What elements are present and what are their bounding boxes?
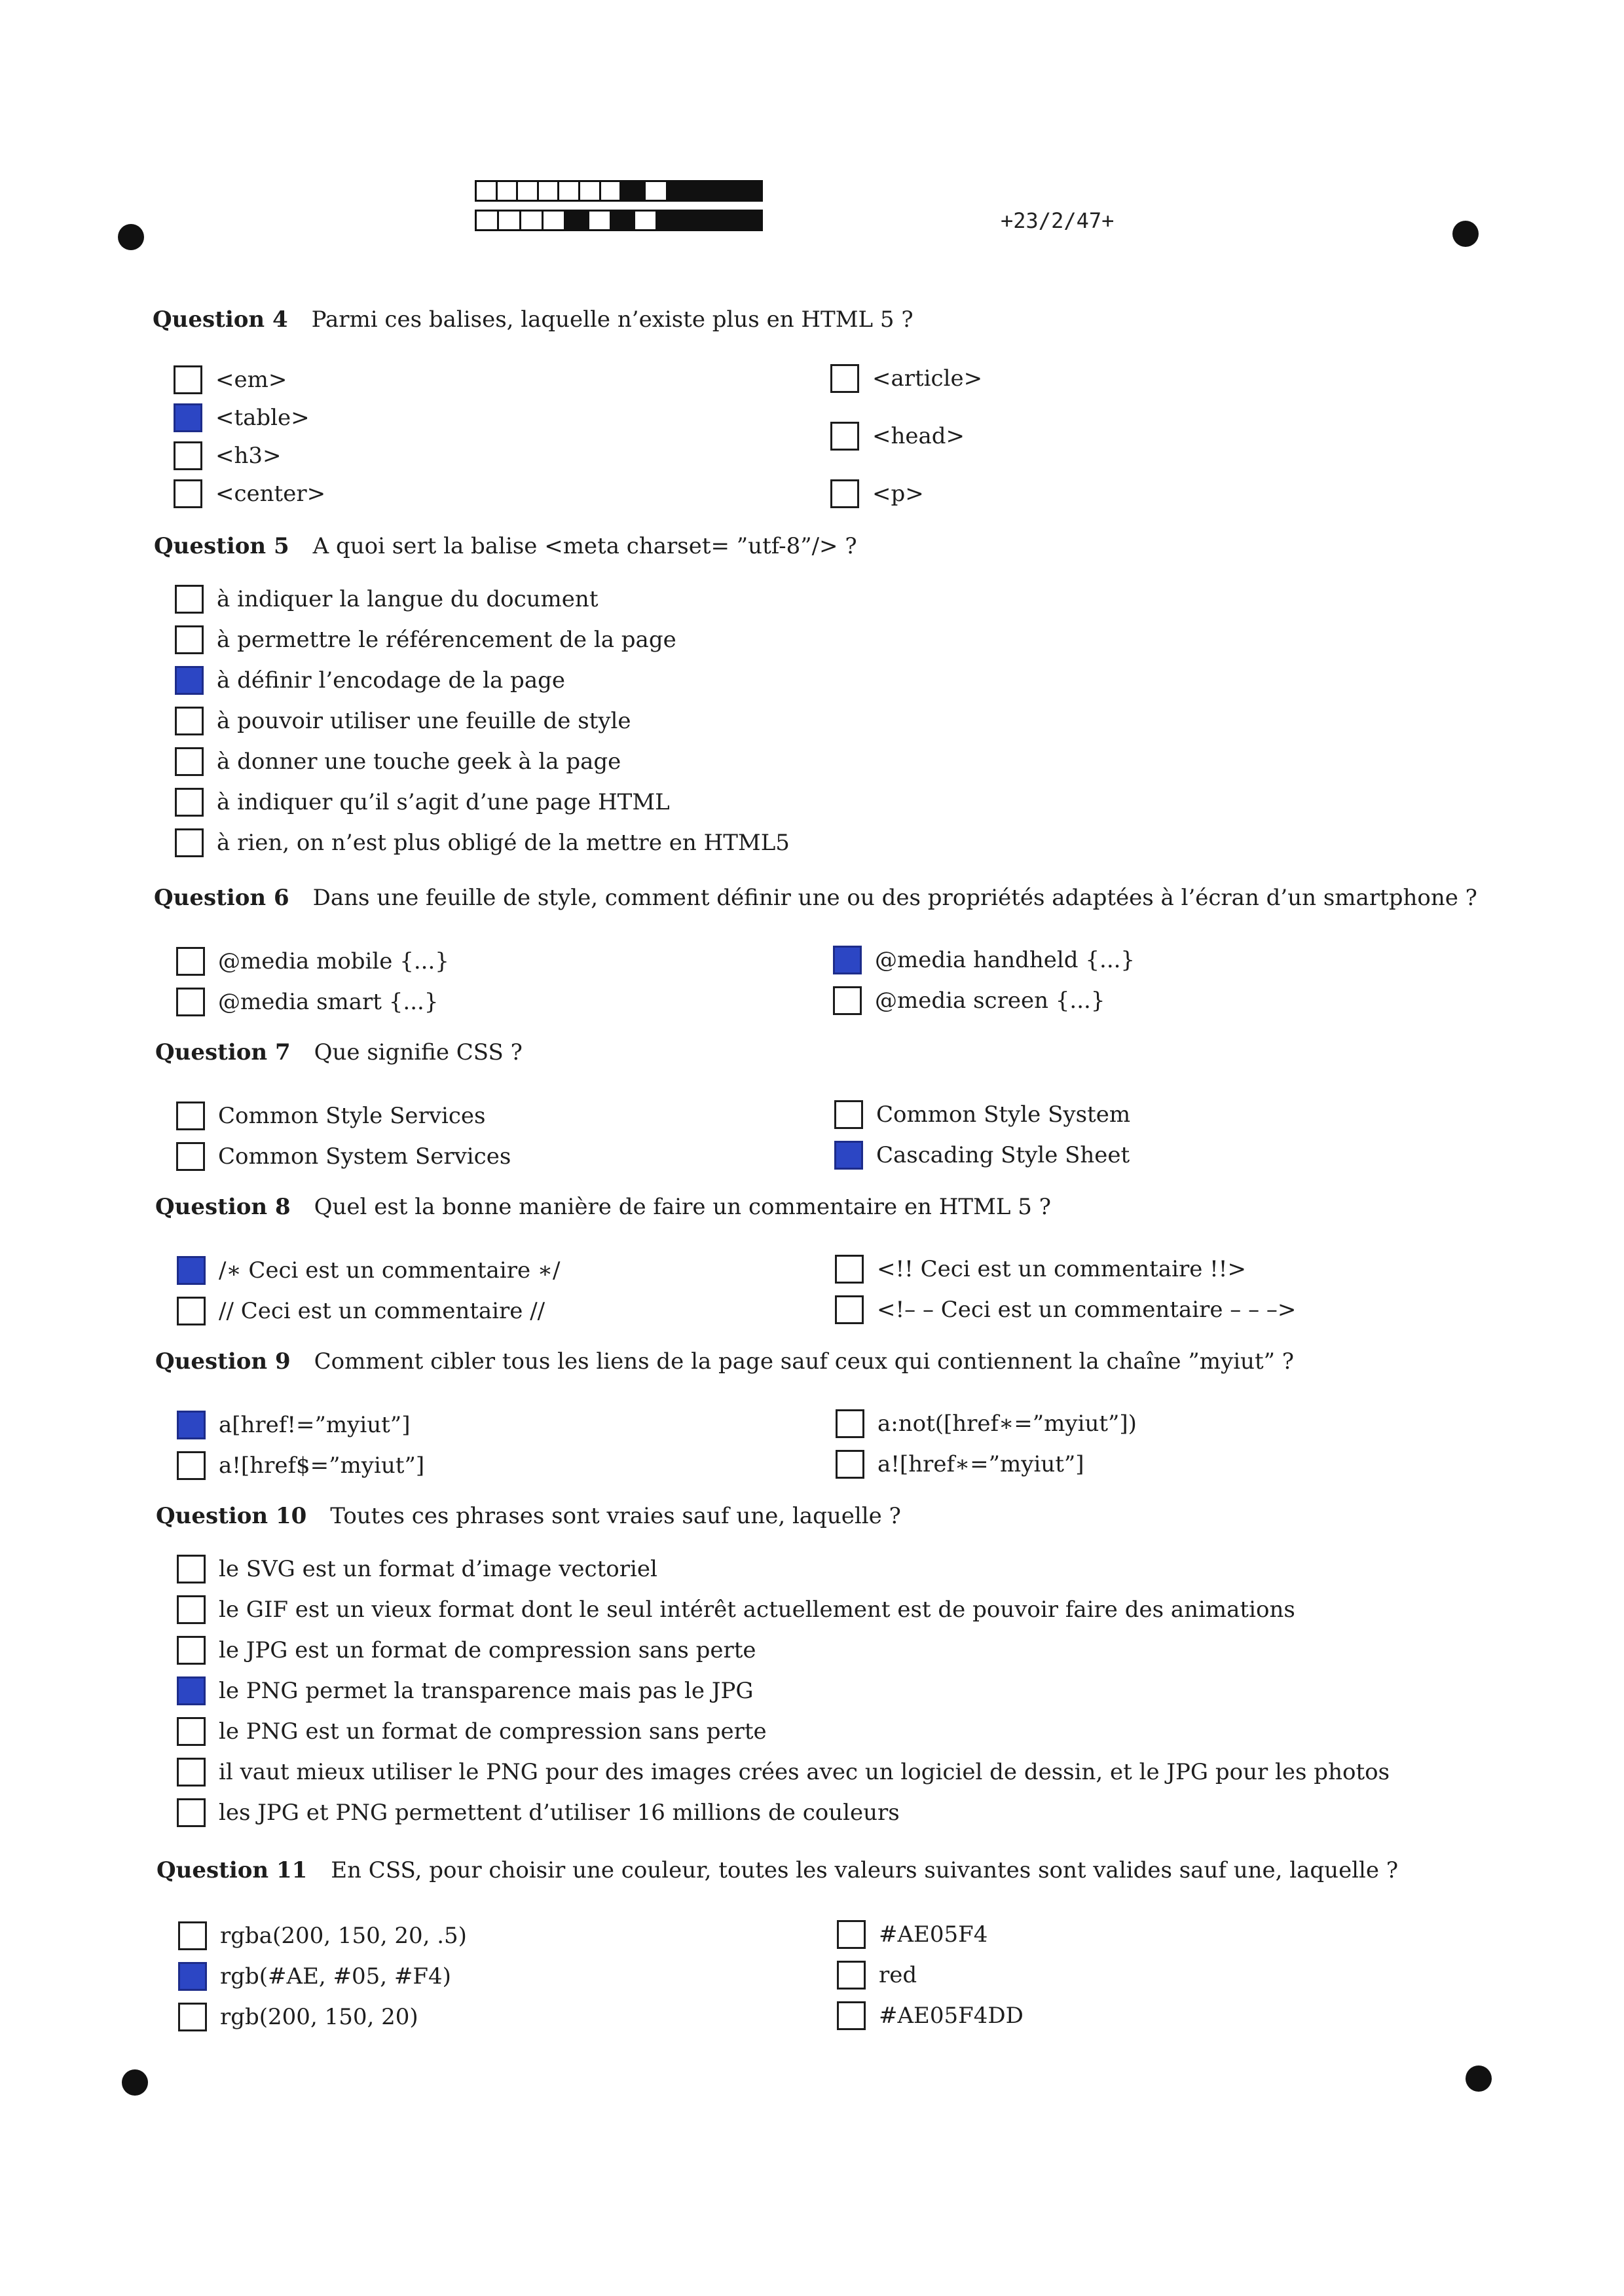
answer-checkbox[interactable] xyxy=(837,1961,866,1990)
answer-checkbox[interactable] xyxy=(837,1920,866,1949)
answer-checkbox[interactable] xyxy=(177,1297,206,1325)
question-6-heading xyxy=(154,885,1477,911)
answer-label: Common Style Services xyxy=(218,1103,486,1129)
answer-label: <table> xyxy=(215,405,310,431)
answer-label: rgb(#AE, #05, #F4) xyxy=(220,1963,451,1990)
answer-label: a![href$=”myiut”] xyxy=(219,1453,425,1479)
question-8-heading xyxy=(155,1194,1051,1220)
answer-checkbox[interactable] xyxy=(175,747,204,776)
question-text: A quoi sert la balise <meta charset= ”utf-8”/> ? xyxy=(312,533,857,559)
answer-checkbox[interactable] xyxy=(174,479,202,508)
answer-option[interactable] xyxy=(175,747,621,776)
answer-label: <p> xyxy=(872,481,924,507)
answer-label: à indiquer la langue du document xyxy=(217,586,599,612)
answer-checkbox[interactable] xyxy=(833,946,862,974)
copy-identifier: +23/2/47+ xyxy=(1001,208,1115,233)
answer-label: @media smart {...} xyxy=(218,989,439,1015)
answer-label: @media screen {...} xyxy=(875,988,1105,1014)
answer-checkbox[interactable] xyxy=(176,1102,205,1130)
answer-checkbox[interactable] xyxy=(178,2003,207,2031)
question-text: Quel est la bonne manière de faire un commentaire en HTML 5 ? xyxy=(314,1194,1051,1220)
answer-option[interactable] xyxy=(177,1411,410,1439)
answer-checkbox[interactable] xyxy=(834,1141,863,1170)
registration-mark-bottom-left xyxy=(122,2069,148,2096)
answer-label: <article> xyxy=(872,365,983,392)
answer-checkbox[interactable] xyxy=(177,1451,206,1480)
answer-checkbox[interactable] xyxy=(175,707,204,735)
question-number: Question 10 xyxy=(156,1503,307,1529)
answer-option[interactable] xyxy=(177,1595,1295,1624)
answer-checkbox[interactable] xyxy=(178,1921,207,1950)
question-4-heading xyxy=(153,306,913,333)
answer-label: /∗ Ceci est un commentaire ∗/ xyxy=(219,1257,561,1284)
answer-option[interactable] xyxy=(830,422,965,451)
question-9-heading xyxy=(155,1348,1294,1375)
answer-label: à rien, on n’est plus obligé de la mettre en HTML5 xyxy=(217,830,790,856)
answer-label: il vaut mieux utiliser le PNG pour des images crées avec un logiciel de dessin, et le JPG pour les photos xyxy=(219,1759,1390,1785)
answer-option[interactable] xyxy=(176,988,438,1016)
answer-option[interactable] xyxy=(177,1636,756,1665)
answer-label: rgb(200, 150, 20) xyxy=(220,2004,418,2030)
answer-label: #AE05F4 xyxy=(879,1921,988,1948)
answer-option[interactable] xyxy=(177,1676,754,1705)
answer-option[interactable] xyxy=(177,1717,767,1746)
answer-label: <em> xyxy=(215,367,287,393)
answer-checkbox[interactable] xyxy=(177,1256,206,1285)
registration-mark-top-right xyxy=(1452,221,1479,247)
answer-option[interactable] xyxy=(836,1409,1137,1438)
answer-checkbox[interactable] xyxy=(177,1676,206,1705)
answer-label: red xyxy=(879,1962,917,1988)
answer-checkbox[interactable] xyxy=(177,1636,206,1665)
question-number: Question 8 xyxy=(155,1194,291,1220)
answer-option[interactable] xyxy=(176,1142,511,1171)
answer-checkbox[interactable] xyxy=(836,1409,864,1438)
page-barcode-bottom-row xyxy=(475,210,763,231)
answer-label: a:not([href∗=”myiut”]) xyxy=(877,1411,1137,1437)
question-text: Toutes ces phrases sont vraies sauf une, laquelle ? xyxy=(330,1503,901,1529)
answer-label: à permettre le référencement de la page xyxy=(217,627,676,653)
answer-label: // Ceci est un commentaire // xyxy=(219,1298,545,1324)
answer-option[interactable] xyxy=(177,1451,424,1480)
answer-option[interactable] xyxy=(175,707,631,735)
answer-checkbox[interactable] xyxy=(174,365,202,394)
answer-checkbox[interactable] xyxy=(177,1555,206,1583)
answer-checkbox[interactable] xyxy=(176,988,205,1016)
answer-checkbox[interactable] xyxy=(833,986,862,1015)
answer-option[interactable] xyxy=(836,1450,1084,1479)
question-number: Question 7 xyxy=(155,1039,291,1065)
answer-checkbox[interactable] xyxy=(177,1758,206,1787)
answer-checkbox[interactable] xyxy=(830,422,859,451)
answer-checkbox[interactable] xyxy=(830,364,859,393)
answer-option[interactable] xyxy=(833,946,1135,974)
question-10-heading xyxy=(156,1503,901,1529)
answer-label: <!! Ceci est un commentaire !!> xyxy=(877,1256,1246,1282)
answer-option[interactable] xyxy=(174,403,310,432)
answer-label: @media handheld {...} xyxy=(875,947,1135,973)
answer-option[interactable] xyxy=(837,1961,917,1990)
answer-option[interactable] xyxy=(174,441,282,470)
answer-checkbox[interactable] xyxy=(175,788,204,817)
answer-label: le SVG est un format d’image vectoriel xyxy=(219,1556,657,1582)
answer-label: <center> xyxy=(215,481,326,507)
answer-label: à donner une touche geek à la page xyxy=(217,749,621,775)
answer-checkbox[interactable] xyxy=(175,666,204,695)
answer-label: à pouvoir utiliser une feuille de style xyxy=(217,708,631,734)
answer-checkbox[interactable] xyxy=(177,1595,206,1624)
answer-checkbox[interactable] xyxy=(176,1142,205,1171)
answer-label: Common System Services xyxy=(218,1143,511,1170)
answer-option[interactable] xyxy=(177,1798,900,1827)
question-text: Comment cibler tous les liens de la page sauf ceux qui contiennent la chaîne ”myiut” ? xyxy=(314,1348,1295,1375)
question-number: Question 4 xyxy=(153,306,288,333)
answer-option[interactable] xyxy=(830,479,924,508)
question-text: Dans une feuille de style, comment définir une ou des propriétés adaptées à l’écran d’un smartphone ? xyxy=(312,885,1477,911)
question-text: Parmi ces balises, laquelle n’existe plus en HTML 5 ? xyxy=(311,306,913,333)
answer-option[interactable] xyxy=(837,1920,987,1949)
answer-option[interactable] xyxy=(178,1962,451,1991)
answer-option[interactable] xyxy=(175,585,598,614)
answer-option[interactable] xyxy=(176,947,449,976)
answer-checkbox[interactable] xyxy=(175,585,204,614)
question-text: En CSS, pour choisir une couleur, toutes les valeurs suivantes sont valides sauf une, laquelle ? xyxy=(331,1857,1399,1883)
answer-checkbox[interactable] xyxy=(175,625,204,654)
answer-checkbox[interactable] xyxy=(178,1962,207,1991)
answer-option[interactable] xyxy=(175,666,565,695)
registration-mark-top-left xyxy=(118,224,144,250)
answer-checkbox[interactable] xyxy=(837,2001,866,2030)
answer-checkbox[interactable] xyxy=(830,479,859,508)
answer-label: le JPG est un format de compression sans perte xyxy=(219,1637,756,1663)
answer-option[interactable] xyxy=(174,365,287,394)
answer-checkbox[interactable] xyxy=(836,1450,864,1479)
answer-checkbox[interactable] xyxy=(177,1717,206,1746)
answer-label: à définir l’encodage de la page xyxy=(217,667,565,694)
answer-checkbox[interactable] xyxy=(177,1411,206,1439)
answer-checkbox[interactable] xyxy=(177,1798,206,1827)
answer-option[interactable] xyxy=(174,479,325,508)
answer-option[interactable] xyxy=(837,2001,1024,2030)
answer-option[interactable] xyxy=(835,1295,1296,1324)
answer-option[interactable] xyxy=(178,2003,418,2031)
answer-option[interactable] xyxy=(830,364,982,393)
answer-label: Cascading Style Sheet xyxy=(876,1142,1130,1168)
question-text: Que signifie CSS ? xyxy=(314,1039,523,1065)
answer-label: le PNG est un format de compression sans perte xyxy=(219,1718,767,1745)
answer-option[interactable] xyxy=(835,1255,1246,1284)
answer-label: @media mobile {...} xyxy=(218,948,449,974)
registration-mark-bottom-right xyxy=(1466,2065,1492,2092)
answer-option[interactable] xyxy=(834,1141,1130,1170)
answer-checkbox[interactable] xyxy=(176,947,205,976)
question-5-heading xyxy=(154,533,857,559)
answer-checkbox[interactable] xyxy=(834,1100,863,1129)
answer-label: <!– – Ceci est un commentaire – – –> xyxy=(877,1297,1297,1323)
answer-checkbox[interactable] xyxy=(835,1255,864,1284)
answer-option[interactable] xyxy=(178,1921,467,1950)
answer-option[interactable] xyxy=(834,1100,1130,1129)
answer-label: #AE05F4DD xyxy=(879,2003,1024,2029)
answer-checkbox[interactable] xyxy=(835,1295,864,1324)
page-barcode-top-row xyxy=(475,180,763,202)
answer-option[interactable] xyxy=(175,788,670,817)
question-11-heading xyxy=(157,1857,1398,1883)
question-number: Question 11 xyxy=(157,1857,308,1883)
answer-option[interactable] xyxy=(176,1102,485,1130)
answer-label: <h3> xyxy=(215,443,282,469)
answer-option[interactable] xyxy=(177,1758,1390,1787)
answer-checkbox[interactable] xyxy=(174,441,202,470)
answer-option[interactable] xyxy=(177,1297,545,1325)
answer-label: le GIF est un vieux format dont le seul intérêt actuellement est de pouvoir faire des animations xyxy=(219,1597,1295,1623)
answer-label: à indiquer qu’il s’agit d’une page HTML xyxy=(217,789,670,815)
answer-label: <head> xyxy=(872,423,965,449)
answer-option[interactable] xyxy=(833,986,1105,1015)
answer-option[interactable] xyxy=(177,1256,560,1285)
answer-label: a[href!=”myiut”] xyxy=(219,1412,411,1438)
question-7-heading xyxy=(155,1039,523,1065)
question-number: Question 9 xyxy=(155,1348,291,1375)
answer-option[interactable] xyxy=(175,828,790,857)
question-number: Question 6 xyxy=(154,885,289,911)
answer-checkbox[interactable] xyxy=(175,828,204,857)
answer-label: le PNG permet la transparence mais pas le JPG xyxy=(219,1678,754,1704)
answer-label: Common Style System xyxy=(876,1102,1131,1128)
answer-option[interactable] xyxy=(177,1555,657,1583)
question-number: Question 5 xyxy=(154,533,289,559)
answer-checkbox[interactable] xyxy=(174,403,202,432)
answer-option[interactable] xyxy=(175,625,676,654)
answer-label: les JPG et PNG permettent d’utiliser 16 millions de couleurs xyxy=(219,1800,900,1826)
answer-label: rgba(200, 150, 20, .5) xyxy=(220,1923,467,1949)
answer-label: a![href∗=”myiut”] xyxy=(877,1451,1084,1477)
